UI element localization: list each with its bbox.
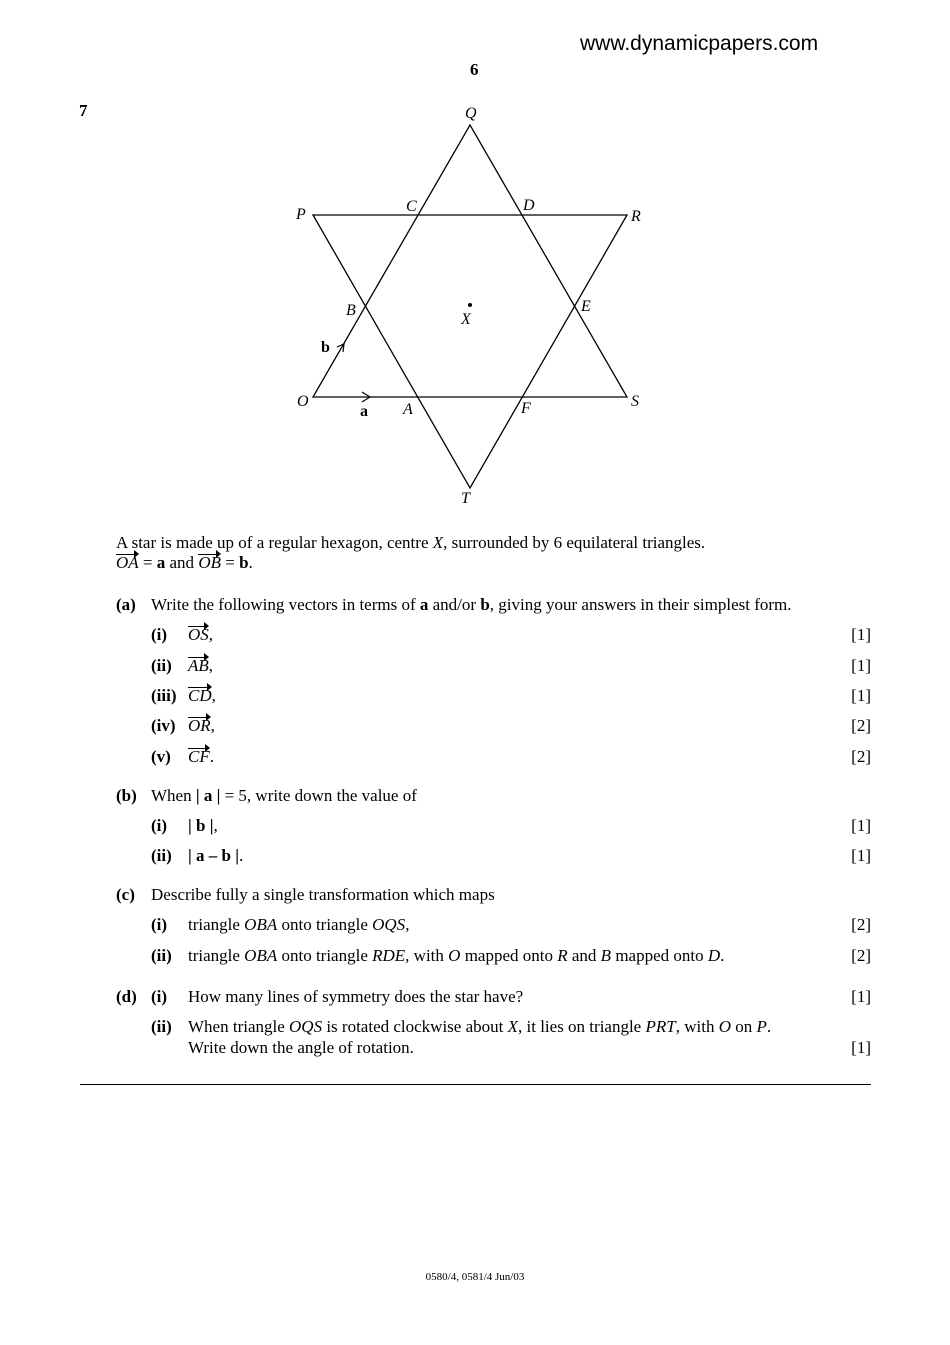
centre-point bbox=[468, 303, 472, 307]
part-c-i-marks: [2] bbox=[851, 915, 871, 934]
label-x: X bbox=[461, 311, 471, 328]
triangle-prt bbox=[313, 215, 627, 488]
part-b-ii-label: (ii) bbox=[151, 846, 172, 865]
label-f: F bbox=[521, 400, 531, 417]
part-a-ii-text: AB, bbox=[188, 656, 214, 675]
end-rule bbox=[80, 1084, 871, 1085]
part-a-i-marks: [1] bbox=[851, 625, 871, 644]
part-d-ii-text: When triangle OQS is rotated clockwise about X, it lies on triangle PRT, with O on P. bbox=[188, 1017, 772, 1036]
part-a-i-label: (i) bbox=[151, 625, 168, 644]
part-a-ii-marks: [1] bbox=[851, 656, 871, 675]
label-c: C bbox=[406, 198, 417, 215]
part-b-i-text: | b |, bbox=[188, 816, 218, 835]
part-d-ii-marks: [1] bbox=[851, 1038, 871, 1057]
page-number: 6 bbox=[470, 60, 479, 79]
vector-label-a: a bbox=[360, 403, 368, 420]
part-b-ii-text: | a – b |. bbox=[188, 846, 244, 865]
part-a-v-marks: [2] bbox=[851, 747, 871, 766]
part-c-ii-marks: [2] bbox=[851, 946, 871, 965]
star-diagram bbox=[280, 100, 660, 510]
part-a-v-text: CF. bbox=[188, 747, 214, 766]
website-watermark: www.dynamicpapers.com bbox=[580, 32, 819, 55]
part-a-v-label: (v) bbox=[151, 747, 171, 766]
part-b-i-marks: [1] bbox=[851, 816, 871, 835]
question-number: 7 bbox=[79, 101, 88, 120]
label-a: A bbox=[403, 401, 413, 418]
part-d-i-text: How many lines of symmetry does the star have? bbox=[188, 987, 524, 1006]
part-a-iii-text: CD, bbox=[188, 686, 216, 705]
part-a-iv-label: (iv) bbox=[151, 716, 176, 735]
part-d-ii-text-line2: Write down the angle of rotation. bbox=[188, 1038, 414, 1057]
part-d-i-label: (i) bbox=[151, 987, 168, 1006]
part-a-i-text: OS, bbox=[188, 625, 214, 644]
label-p: P bbox=[296, 206, 306, 223]
vector-oa: OA bbox=[116, 553, 139, 572]
part-a-text: Write the following vectors in terms of a and/or b, giving your answers in their simplest form. bbox=[151, 595, 792, 614]
part-b-text: When | a | = 5, write down the value of bbox=[151, 786, 417, 805]
part-b-label: (b) bbox=[116, 786, 137, 805]
part-a-iii-label: (iii) bbox=[151, 686, 177, 705]
part-c-text: Describe fully a single transformation which maps bbox=[151, 885, 495, 904]
part-c-ii-label: (ii) bbox=[151, 946, 172, 965]
label-s: S bbox=[631, 393, 639, 410]
label-t: T bbox=[461, 490, 470, 507]
part-a-label: (a) bbox=[116, 595, 136, 614]
part-d-i-marks: [1] bbox=[851, 987, 871, 1006]
part-b-ii-marks: [1] bbox=[851, 846, 871, 865]
part-c-label: (c) bbox=[116, 885, 135, 904]
label-r: R bbox=[631, 208, 641, 225]
label-d: D bbox=[523, 197, 535, 214]
part-c-i-text: triangle OBA onto triangle OQS, bbox=[188, 915, 410, 934]
label-e: E bbox=[581, 298, 591, 315]
vector-label-b: b bbox=[321, 339, 330, 356]
part-b-i-label: (i) bbox=[151, 816, 168, 835]
part-d-ii-label: (ii) bbox=[151, 1017, 172, 1036]
label-q: Q bbox=[465, 105, 477, 122]
vector-ob: OB bbox=[198, 553, 221, 572]
part-c-ii-text: triangle OBA onto triangle RDE, with O mapped onto R and B mapped onto D. bbox=[188, 946, 725, 965]
intro-line-1: A star is made up of a regular hexagon, centre X, surrounded by 6 equilateral triangles. bbox=[116, 533, 706, 552]
part-c-i-label: (i) bbox=[151, 915, 168, 934]
triangle-oqs bbox=[313, 125, 627, 397]
intro-line-2: OA = a and OB = b. bbox=[116, 553, 253, 572]
label-b: B bbox=[346, 302, 356, 319]
part-a-ii-label: (ii) bbox=[151, 656, 172, 675]
part-d-label: (d) bbox=[116, 987, 137, 1006]
footer-code: 0580/4, 0581/4 Jun/03 bbox=[425, 1271, 525, 1283]
part-a-iii-marks: [1] bbox=[851, 686, 871, 705]
label-o: O bbox=[297, 393, 309, 410]
part-a-iv-marks: [2] bbox=[851, 716, 871, 735]
part-a-iv-text: OR, bbox=[188, 716, 215, 735]
